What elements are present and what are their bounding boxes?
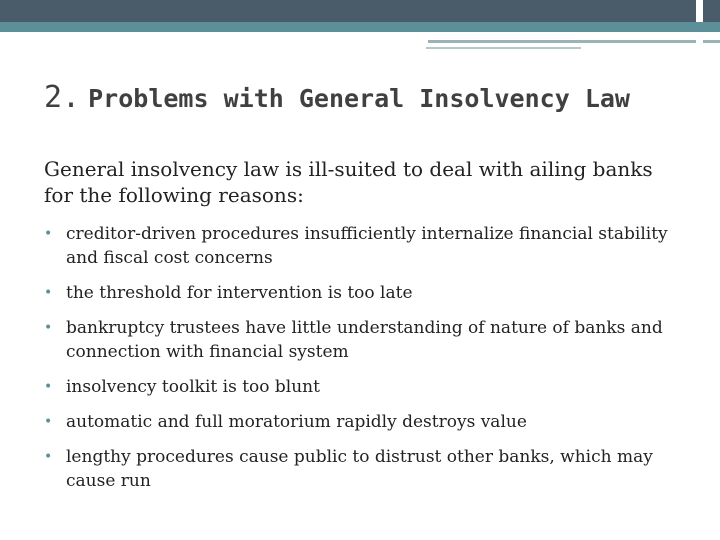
top-decor-bar-end	[703, 0, 720, 22]
top-decor-bar	[0, 0, 696, 22]
bullet-text: the threshold for intervention is too late	[66, 283, 413, 303]
bullet-text: insolvency toolkit is too blunt	[66, 377, 320, 397]
slide-title-text: Problems with General Insolvency Law	[88, 84, 630, 113]
bullet-dot: •	[44, 449, 53, 465]
accent-line	[703, 40, 720, 43]
slide-title	[44, 80, 630, 115]
bullet-dot: •	[44, 414, 53, 430]
intro-text: General insolvency law is ill-suited to deal with ailing banks for the following reasons:	[44, 157, 653, 207]
top-accent-band	[0, 22, 720, 32]
bullet-dot: •	[44, 226, 53, 242]
bullet-dot: •	[44, 379, 53, 395]
accent-line	[426, 47, 581, 49]
bullet-item	[44, 222, 694, 270]
bullet-text: automatic and full moratorium rapidly destroys value	[66, 412, 527, 432]
bullet-item	[44, 281, 694, 305]
bullet-item	[44, 410, 694, 434]
slide-number: 2.	[44, 80, 81, 115]
bullet-list	[44, 222, 694, 504]
accent-line	[428, 40, 696, 43]
bullet-item	[44, 375, 694, 399]
bullet-item	[44, 316, 694, 364]
bullet-item	[44, 445, 694, 493]
bullet-text: creditor-driven procedures insufficiently internalize financial stability and fiscal cost concerns	[66, 224, 668, 268]
bullet-text: lengthy procedures cause public to distrust other banks, which may cause run	[66, 447, 653, 491]
bullet-dot: •	[44, 285, 53, 301]
bullet-text: bankruptcy trustees have little understanding of nature of banks and connection with financial system	[66, 318, 663, 362]
bullet-dot: •	[44, 320, 53, 336]
